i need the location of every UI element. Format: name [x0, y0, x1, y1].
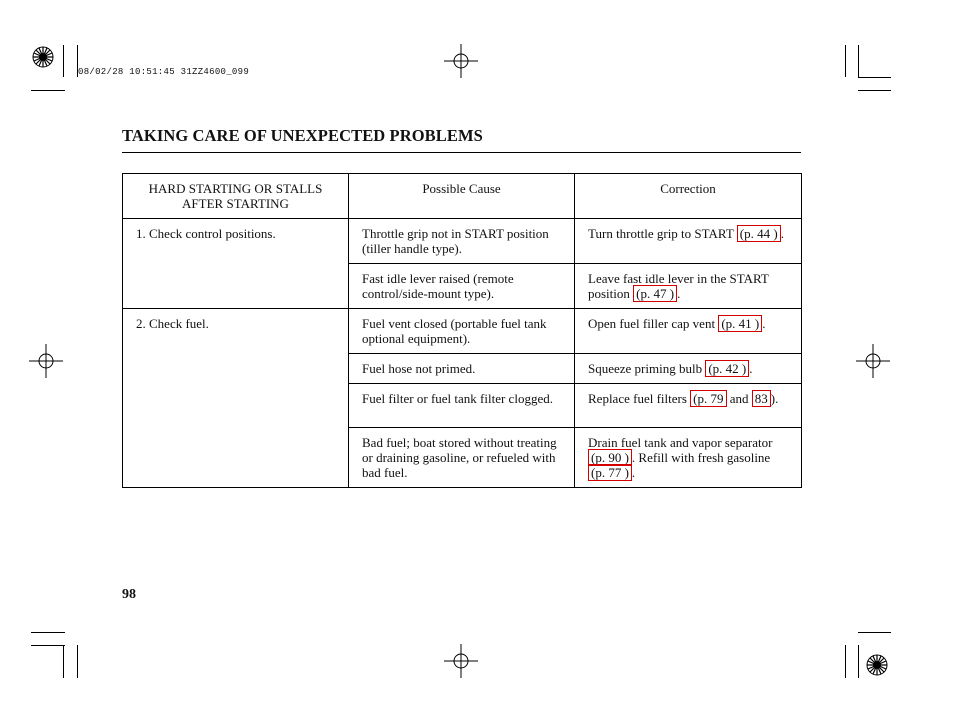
crosshair-icon	[29, 344, 63, 378]
page-reference-link[interactable]: (p. 90 )	[588, 449, 632, 466]
section-title: TAKING CARE OF UNEXPECTED PROBLEMS	[122, 126, 483, 145]
page-reference-link[interactable]: (p. 41 )	[718, 315, 762, 332]
cause-header: Possible Cause	[349, 174, 575, 219]
table-row	[123, 309, 802, 354]
crosshair-icon	[444, 44, 478, 78]
cause-cell: Fuel filter or fuel tank filter clogged.	[349, 384, 575, 428]
crosshair-icon	[856, 344, 890, 378]
page-reference-link[interactable]: (p. 77 )	[588, 464, 632, 481]
correction-header: Correction	[575, 174, 802, 219]
cause-cell: Fast idle lever raised (remote control/side-mount type).	[349, 264, 575, 309]
cause-cell: Fuel vent closed (portable fuel tank optional equipment).	[349, 309, 575, 354]
page-reference-link[interactable]: (p. 47 )	[633, 285, 677, 302]
correction-cell: Open fuel filler cap vent (p. 41 ) .	[575, 309, 802, 354]
correction-cell: Drain fuel tank and vapor separator (p. 90 ) . Refill with fresh gasoline (p. 77 ) .	[575, 428, 802, 488]
print-stamp: 08/02/28 10:51:45 31ZZ4600_099	[78, 67, 250, 77]
page-reference-link[interactable]: (p. 44 )	[737, 225, 781, 242]
starburst-icon	[32, 46, 54, 68]
page-number: 98	[122, 587, 136, 602]
starburst-icon	[866, 654, 888, 676]
table-row	[123, 219, 802, 264]
heading-rule	[122, 152, 801, 153]
check-cell: 2. Check fuel.	[123, 309, 349, 488]
symptom-header: HARD STARTING OR STALLS AFTER STARTING	[123, 174, 349, 219]
correction-cell: Turn throttle grip to START (p. 44 ) .	[575, 219, 802, 264]
cause-cell: Bad fuel; boat stored without treating or draining gasoline, or refueled with bad fuel.	[349, 428, 575, 488]
page-reference-link[interactable]: (p. 42 )	[705, 360, 749, 377]
page-reference-link[interactable]: (p. 79	[690, 390, 726, 407]
correction-cell: Squeeze priming bulb (p. 42 ) .	[575, 354, 802, 384]
check-cell: 1. Check control positions.	[123, 219, 349, 309]
troubleshooting-table	[122, 173, 802, 488]
crosshair-icon	[444, 644, 478, 678]
cause-cell: Fuel hose not primed.	[349, 354, 575, 384]
correction-cell: Leave fast idle lever in the START position (p. 47 ) .	[575, 264, 802, 309]
cause-cell: Throttle grip not in START position (tiller handle type).	[349, 219, 575, 264]
page-reference-link[interactable]: 83	[752, 390, 771, 407]
correction-cell: Replace fuel filters (p. 79 and 83 ).	[575, 384, 802, 428]
table-header-row	[123, 174, 802, 219]
